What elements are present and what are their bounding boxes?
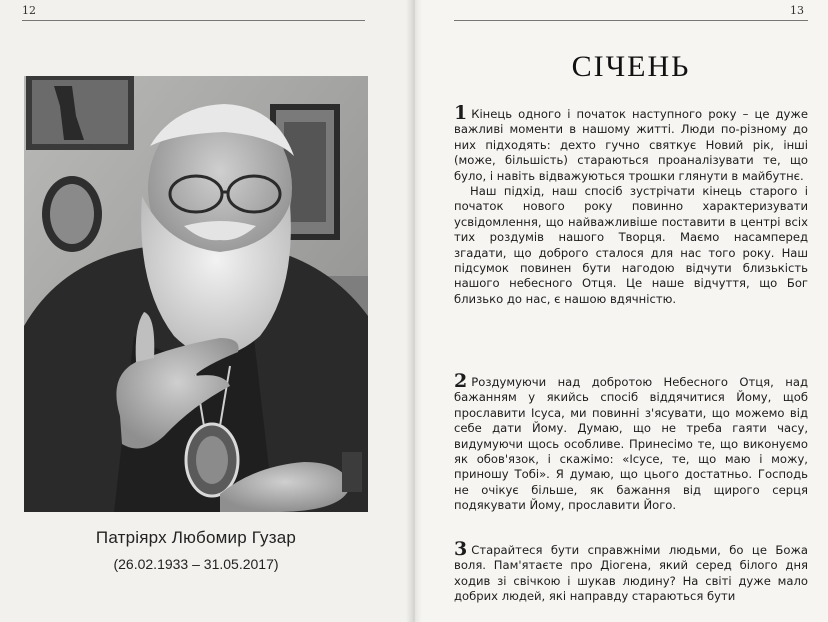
entry-text: Кінець одного і початок наступного року – це дуже важливі моменти в нашому житті. Люди по-різному до них підходять: дехто гучно святкує Новий рік, інші (може, більшість) стараються проаналізувати те, що було, і навіть відважуються трошки глянути в майбутнє. bbox=[454, 107, 808, 183]
caption-dates: (26.02.1933 – 31.05.2017) bbox=[113, 556, 279, 572]
month-title: СІЧЕНЬ bbox=[571, 50, 691, 83]
right-page bbox=[414, 0, 828, 622]
portrait-photo bbox=[24, 76, 368, 512]
header-rule-right bbox=[454, 20, 808, 21]
entry-paragraph bbox=[454, 370, 808, 514]
caption-name: Патріярх Любомир Гузар bbox=[95, 528, 297, 547]
entry-number: 3 bbox=[454, 538, 468, 560]
header-rule-left bbox=[22, 20, 365, 21]
entry-paragraph bbox=[454, 102, 808, 184]
entry-3 bbox=[454, 538, 808, 605]
entry-number: 2 bbox=[454, 370, 468, 392]
entry-text: Старайтеся бути справжніми людьми, бо це Божа воля. Пам'ятаєте про Діогена, який серед білого дня ходив зі свічкою і шукав людину? На світі дуже мало добрих людей, які направду стараються бути bbox=[454, 543, 808, 604]
book-gutter bbox=[406, 0, 422, 622]
entry-paragraph: Наш підхід, наш спосіб зустрічати кінець старого і початок нового року повинно характеризувати усвідомлення, що найважливіше поставити в центрі всіх тих роздумів нашого Творця. Маємо насамперед згадати, що доброго сталося для нас того року. Наш підсумок повинен бути нагодою відчути близькість нашого небесного Отця. Це наше відчуття, що Бог близько до нас, є нашою вдячністю. bbox=[454, 184, 808, 306]
entry-text: Роздумуючи над добротою Небесного Отця, над бажанням у якийсь спосіб віддячитися Йому, щоб прославити Ісуса, ми повинні з'ясувати, що можемо від себе дати Йому. Думаю, що не треба гаяти часу, видумуючи щось особливе. Принесімо те, що виконуємо як обов'язок, і скажімо: «Ісусе, те, що маю і можу, приношу Тобі». Я думаю, що цього достатньо. Господь не очікує більше, як бажання від щирого серця подякувати Йому, прославити Його. bbox=[454, 375, 808, 513]
entry-1 bbox=[454, 102, 808, 307]
entry-2 bbox=[454, 370, 808, 514]
page-number-left: 12 bbox=[22, 4, 36, 17]
entry-number: 1 bbox=[454, 102, 468, 124]
entry-paragraph bbox=[454, 538, 808, 605]
page-number-right: 13 bbox=[790, 4, 804, 17]
